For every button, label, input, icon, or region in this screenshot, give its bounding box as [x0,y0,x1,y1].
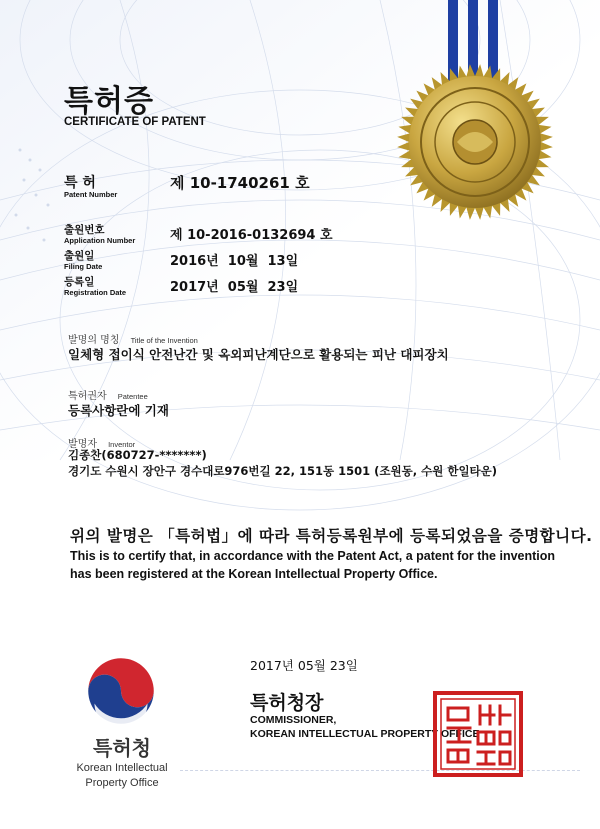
application-number-value: 제 10-2016-0132694 호 [170,228,333,243]
official-red-stamp-icon [432,690,524,778]
filing-date-value: 2016년 10월 13일 [170,254,299,269]
certificate-subtitle: CERTIFICATE OF PATENT [64,116,206,128]
patentee-value: 등록사항란에 기재 [68,403,169,418]
certificate-title: 특허증 [64,84,154,119]
inventor-address: 경기도 수원시 장안구 경수대로976번길 22, 151동 1501 (조원동, 수원 한일타운) [68,464,498,478]
invention-title: 일체형 접이식 안전난간 및 옥외피난계단으로 활용되는 피난 대피장치 [68,347,449,362]
inventor-label-en: Inventor [108,440,136,449]
commissioner-ko: 특허청장 [250,692,324,714]
inventor-name: 김종찬(680727-*******) [68,448,207,462]
registration-date-value: 2017년 05월 23일 [170,280,299,295]
registration-date-label-en: Registration Date [64,288,127,297]
gold-seal-icon [395,62,555,222]
kipo-name-en-line1: Korean Intellectual [76,762,168,774]
kipo-name-en-line2: Property Office [85,777,159,789]
registration-date-label: 등록일 [64,276,95,288]
application-number-label-en: Application Number [64,236,136,245]
filing-date-label-en: Filing Date [64,262,103,271]
taegeuk-logo-icon [82,652,160,730]
invention-label: 발명의 명칭 [68,335,120,346]
patentee-label: 특허권자 [68,391,107,402]
statement-en-line1: This is to certify that, in accordance with the Patent Act, a patent for the invention [70,549,556,563]
statement-ko: 위의 발명은 「특허법」에 따라 특허등록원부에 등록되었음을 증명합니다. [70,527,593,545]
patent-number-label: 특 허 [64,175,96,191]
inventor-label: 발명자 [68,439,97,450]
patentee-label-en: Patentee [117,392,148,401]
application-number-label: 출원번호 [64,224,105,236]
patent-number-value: 제 10-1740261 호 [170,174,310,192]
statement-en-line2: has been registered at the Korean Intellectual Property Office. [70,567,438,581]
filing-date-label: 출원일 [64,250,95,262]
patent-number-label-en: Patent Number [64,190,118,199]
commissioner-en-line1: COMMISSIONER, [250,714,337,726]
commissioner-en-line2: KOREAN INTELLECTUAL PROPERTY OFFICE [250,728,480,740]
issue-date: 2017년 05월 23일 [250,658,358,673]
kipo-name-ko: 특허청 [93,736,151,760]
invention-label-en: Title of the Invention [130,336,198,345]
